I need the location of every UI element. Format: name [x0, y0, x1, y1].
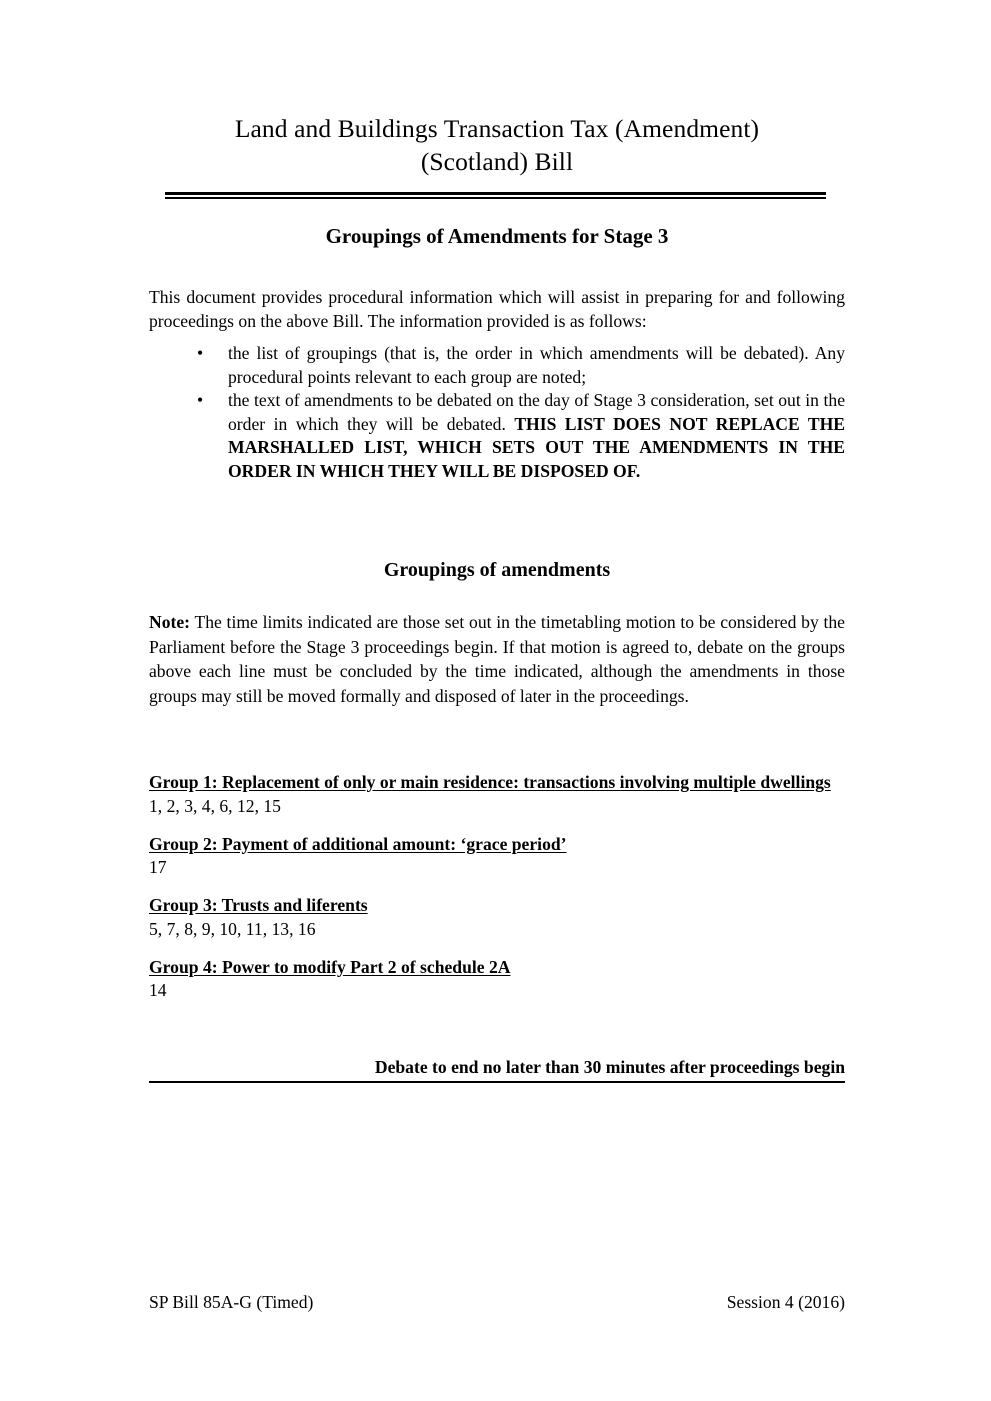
footer-bill-reference: SP Bill 85A-G (Timed)	[149, 1292, 314, 1312]
debate-deadline-block	[149, 1056, 845, 1083]
debate-deadline-text: Debate to end no later than 30 minutes after proceedings begin	[374, 1057, 845, 1077]
note-body: The time limits indicated are those set out in the timetabling motion to be considered by the Parliament before the Stage 3 proceedings begin. If that motion is agreed to, debate on the groups above each line must be concluded by the time indicated, although the amendments in those groups may still be moved formally and disposed of later in the proceedings.	[149, 612, 845, 706]
title-rule-thin	[165, 197, 826, 199]
groups-list	[149, 772, 849, 1018]
document-title-block	[149, 112, 845, 178]
title-line-1: Land and Buildings Transaction Tax (Amendment)	[234, 114, 760, 143]
note-paragraph	[149, 610, 845, 708]
group-entry-3	[149, 895, 849, 940]
bullet-marker-icon: •	[197, 343, 204, 363]
group-heading: Group 2: Payment of additional amount: ‘grace period’	[149, 833, 567, 854]
group-amendment-numbers: 17	[149, 857, 167, 877]
title-double-rule	[165, 192, 826, 199]
document-subtitle: Groupings of Amendments for Stage 3	[325, 224, 669, 248]
title-line-2: (Scotland) Bill	[420, 147, 574, 176]
note-label: Note:	[149, 612, 191, 632]
intro-paragraph: This document provides procedural information which will assist in preparing for and following proceedings on the above Bill. The information provided is as follows:	[149, 287, 845, 331]
group-heading: Group 3: Trusts and liferents	[149, 895, 368, 915]
group-entry-2	[149, 834, 849, 879]
information-bullet-list	[149, 342, 845, 483]
page-footer	[149, 1291, 845, 1313]
list-item-text-regular: the text of amendments to be debated on the day of Stage 3 consideration, set out in the order in which they will be debated.	[228, 390, 845, 434]
list-item	[149, 342, 845, 389]
group-amendment-numbers: 5, 7, 8, 9, 10, 11, 13, 16	[149, 918, 316, 939]
group-amendment-numbers: 14	[149, 980, 167, 1000]
list-item-text: the list of groupings (that is, the order in which amendments will be debated). Any procedural points relevant to each group are noted;	[228, 343, 845, 387]
list-item	[149, 389, 845, 483]
list-item-text-emphasis: THIS LIST DOES NOT REPLACE THE MARSHALLED LIST, WHICH SETS OUT THE AMENDMENTS IN THE ORDER IN WHICH THEY WILL BE DISPOSED OF.	[228, 413, 846, 481]
debate-deadline-rule	[149, 1081, 845, 1083]
list-item-text	[228, 389, 845, 483]
group-amendment-numbers: 1, 2, 3, 4, 6, 12, 15	[149, 795, 281, 816]
group-entry-1	[149, 772, 849, 817]
group-entry-4	[149, 957, 849, 1002]
page-title	[149, 112, 845, 178]
footer-session: Session 4 (2016)	[726, 1292, 845, 1312]
group-heading: Group 1: Replacement of only or main residence: transactions involving multiple dwellings	[149, 772, 831, 792]
section-heading-groupings: Groupings of amendments	[383, 559, 611, 581]
group-heading: Group 4: Power to modify Part 2 of schedule 2A	[149, 956, 511, 977]
bullet-marker-icon: •	[197, 390, 204, 410]
